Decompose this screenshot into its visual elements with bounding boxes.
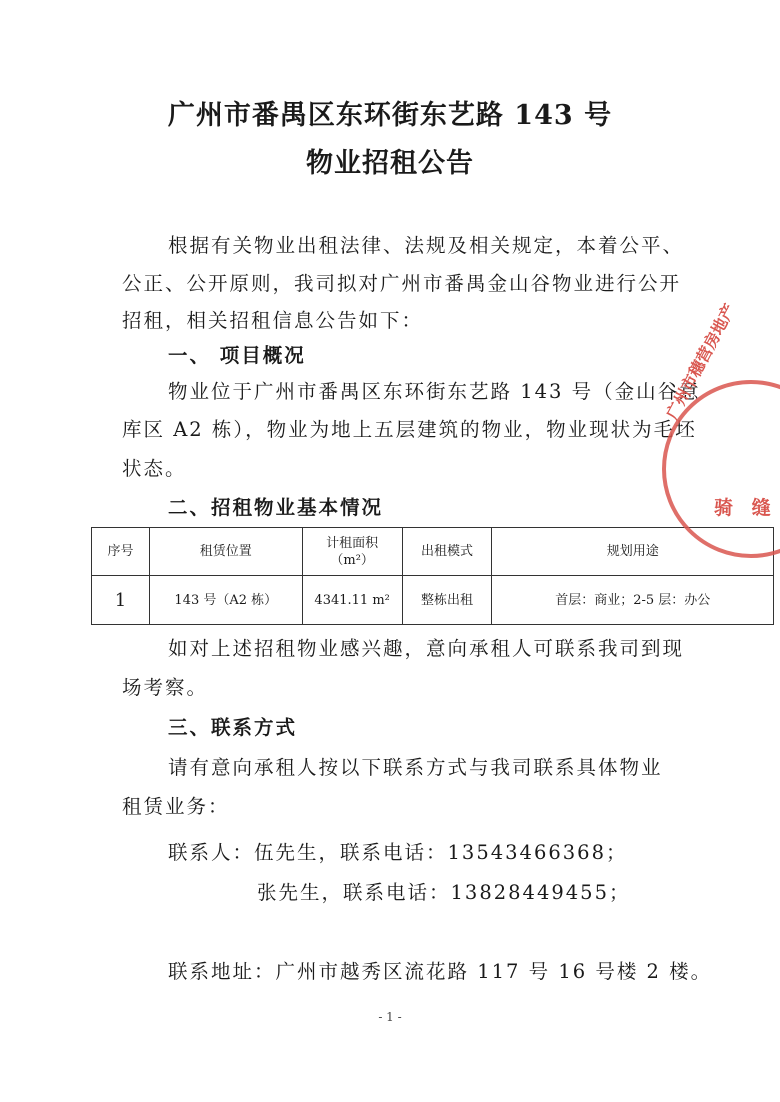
contact-line-2: 张先生，联系电话：13828449455；: [257, 881, 631, 904]
section1-body-line-1: 物业位于广州市番禺区东环街东艺路 143 号（金山谷意: [168, 380, 701, 403]
section2-heading: 二、招租物业基本情况: [168, 496, 384, 519]
header-mode: 出租模式: [402, 528, 492, 576]
page-number: - 1 -: [378, 1010, 402, 1024]
section1-body-line-2: 库区 A2 栋），物业为地上五层建筑的物业，物业现状为毛坯: [122, 418, 697, 441]
section1-body-line-3: 状态。: [122, 457, 187, 480]
header-usage: 规划用途: [492, 528, 774, 576]
seal-bottom-text: 骑 缝: [714, 497, 777, 519]
cell-usage: 首层：商业；2-5 层：办公: [492, 576, 774, 625]
contact-line-1: 联系人：伍先生，联系电话：13543466368；: [168, 841, 628, 864]
seal-arc-text: 广州市穗营房地产: [662, 300, 740, 423]
after-table-line-1: 如对上述招租物业感兴趣，意向承租人可联系我司到现: [168, 637, 685, 660]
section3-body-line-2: 租赁业务：: [122, 795, 230, 818]
header-area-unit: （m²）: [330, 552, 374, 568]
address-line: 联系地址：广州市越秀区流花路 117 号 16 号楼 2 楼。: [168, 960, 713, 983]
header-area-label: 计租面积: [326, 535, 379, 551]
header-seq: 序号: [92, 528, 150, 576]
section1-heading: 一、 项目概况: [168, 344, 306, 367]
cell-location: 143 号（A2 栋）: [149, 576, 302, 625]
header-area: [302, 528, 402, 576]
intro-line-2: 公正、公开原则，我司拟对广州市番禺金山谷物业进行公开: [122, 272, 682, 295]
intro-line-3: 招租，相关招租信息公告如下：: [122, 309, 424, 332]
section3-heading: 三、联系方式: [168, 716, 298, 739]
after-table-line-2: 场考察。: [122, 676, 209, 699]
document-title-line1: 广州市番禺区东环街东艺路 143 号: [167, 100, 613, 131]
cell-mode: 整栋出租: [402, 576, 492, 625]
document-title-line2: 物业招租公告: [306, 148, 474, 179]
section3-body-line-1: 请有意向承租人按以下联系方式与我司联系具体物业: [168, 756, 663, 779]
table-header-row: [92, 528, 774, 576]
property-table: [91, 527, 774, 625]
table-row: [92, 576, 774, 625]
intro-line-1: 根据有关物业出租法律、法规及相关规定，本着公平、: [168, 234, 685, 257]
cell-area: 4341.11 m²: [302, 576, 402, 625]
cell-seq: 1: [92, 576, 150, 625]
header-location: 租赁位置: [149, 528, 302, 576]
